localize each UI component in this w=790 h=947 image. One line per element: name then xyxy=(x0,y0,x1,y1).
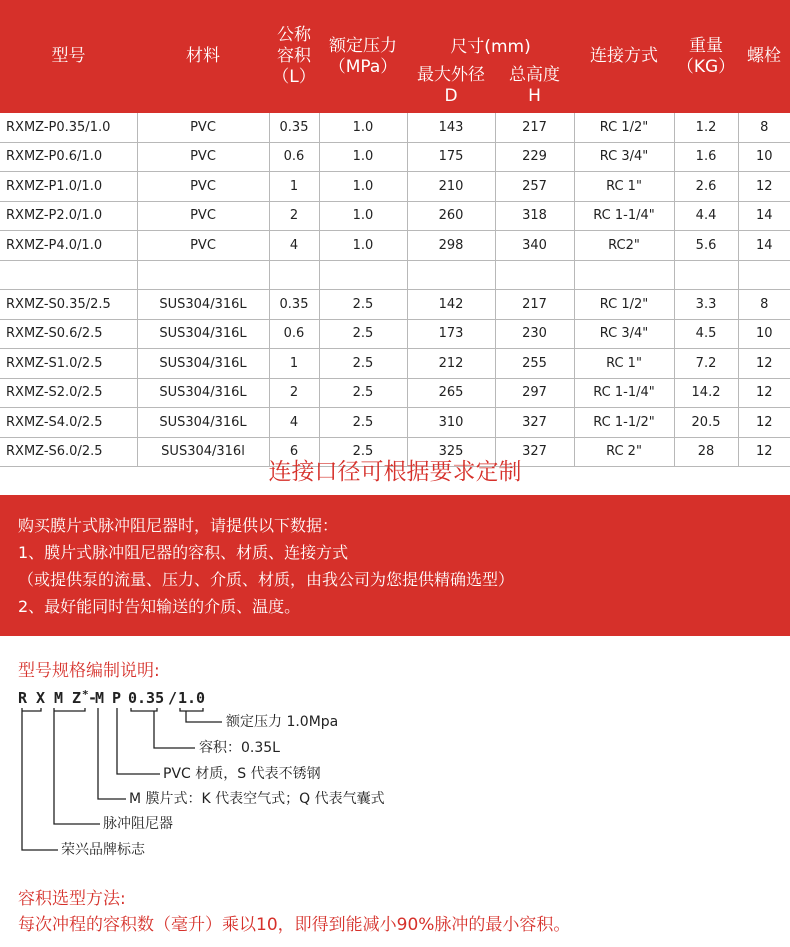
header-outer-diameter-label: 最大外径 xyxy=(417,64,485,85)
table-cell-h xyxy=(495,260,574,290)
table-cell-conn: RC 2" xyxy=(574,437,674,467)
table-row xyxy=(0,319,790,349)
table-cell-material: PVC xyxy=(137,201,269,231)
table-cell-pressure: 1.0 xyxy=(319,201,407,231)
table-cell-conn: RC 1" xyxy=(574,349,674,379)
table-cell-weight: 1.6 xyxy=(674,142,738,172)
leader-brand xyxy=(22,708,58,850)
table-cell-weight: 14.2 xyxy=(674,378,738,408)
table-cell-bolts: 14 xyxy=(738,201,790,231)
header-weight-unit: （KG） xyxy=(676,56,736,77)
table-cell-model: RXMZ-S2.0/2.5 xyxy=(0,378,137,408)
table-row xyxy=(0,113,790,142)
table-cell-material: SUS304/316L xyxy=(137,290,269,320)
header-pressure xyxy=(319,0,407,113)
table-cell-conn xyxy=(574,260,674,290)
table-cell-volume xyxy=(269,260,319,290)
table-cell-pressure: 2.5 xyxy=(319,378,407,408)
table-row xyxy=(0,378,790,408)
table-cell-model: RXMZ-S6.0/2.5 xyxy=(0,437,137,467)
table-cell-model: RXMZ-P0.35/1.0 xyxy=(0,113,137,142)
table-cell-h: 340 xyxy=(495,231,574,261)
table-cell-pressure: 1.0 xyxy=(319,113,407,142)
header-volume-line1: 公称 xyxy=(277,25,311,45)
header-pressure-unit: （MPa） xyxy=(328,56,398,77)
table-cell-weight: 4.5 xyxy=(674,319,738,349)
model-code-title: 型号规格编制说明: xyxy=(18,661,160,681)
table-cell-volume: 0.35 xyxy=(269,290,319,320)
table-cell-d: 325 xyxy=(407,437,495,467)
table-cell-model: RXMZ-P2.0/1.0 xyxy=(0,201,137,231)
code-char-slash: / xyxy=(168,689,178,707)
code-char-star: * xyxy=(82,688,89,701)
table-cell-volume: 0.6 xyxy=(269,319,319,349)
table-cell-volume: 2 xyxy=(269,378,319,408)
table-cell-material: SUS304/316L xyxy=(137,349,269,379)
legend-type: M 膜片式：K 代表空气式；Q 代表气囊式 xyxy=(129,791,385,807)
table-cell-conn: RC 1-1/2" xyxy=(574,408,674,438)
selection-body: 每次冲程的容积数（毫升）乘以10，即得到能减小90%脉冲的最小容积。 xyxy=(18,915,571,935)
table-cell-weight: 28 xyxy=(674,437,738,467)
table-cell-bolts: 12 xyxy=(738,408,790,438)
table-cell-volume: 4 xyxy=(269,231,319,261)
code-char-volume: 0.35 xyxy=(128,689,165,707)
table-cell-volume: 1 xyxy=(269,349,319,379)
table-cell-model xyxy=(0,260,137,290)
table-cell-d: 143 xyxy=(407,113,495,142)
header-volume xyxy=(269,0,319,113)
header-height-symbol: H xyxy=(528,85,541,106)
custom-connection-note: 连接口径可根据要求定制 xyxy=(268,459,522,485)
table-cell-h: 217 xyxy=(495,113,574,142)
header-outer-diameter-symbol: D xyxy=(444,85,458,106)
table-cell-bolts: 12 xyxy=(738,172,790,202)
header-pressure-label: 额定压力 xyxy=(329,35,397,56)
table-cell-model: RXMZ-S0.6/2.5 xyxy=(0,319,137,349)
legend-pressure: 额定压力 1.0Mpa xyxy=(226,714,339,730)
table-cell-h: 230 xyxy=(495,319,574,349)
table-cell-model: RXMZ-P0.6/1.0 xyxy=(0,142,137,172)
table-cell-weight: 3.3 xyxy=(674,290,738,320)
code-char-p: P xyxy=(112,689,122,707)
spec-table xyxy=(0,0,790,467)
table-cell-weight: 20.5 xyxy=(674,408,738,438)
table-cell-d: 310 xyxy=(407,408,495,438)
selection-title: 容积选型方法: xyxy=(18,889,126,909)
header-volume-line2: 容积 xyxy=(277,46,311,66)
table-cell-material: PVC xyxy=(137,172,269,202)
table-cell-h: 255 xyxy=(495,349,574,379)
table-cell-pressure: 2.5 xyxy=(319,349,407,379)
header-model: 型号 xyxy=(0,0,137,113)
table-cell-volume: 6 xyxy=(269,437,319,467)
table-cell-pressure: 1.0 xyxy=(319,231,407,261)
table-cell-weight: 5.6 xyxy=(674,231,738,261)
table-cell-weight: 2.6 xyxy=(674,172,738,202)
table-cell-material: PVC xyxy=(137,113,269,142)
table-cell-material: PVC xyxy=(137,231,269,261)
legend-product: 脉冲阻尼器 xyxy=(103,816,173,832)
table-cell-volume: 0.35 xyxy=(269,113,319,142)
header-height-label: 总高度 xyxy=(509,64,560,85)
header-connection: 连接方式 xyxy=(574,0,674,113)
table-cell-model: RXMZ-P1.0/1.0 xyxy=(0,172,137,202)
table-cell-volume: 0.6 xyxy=(269,142,319,172)
table-cell-weight xyxy=(674,260,738,290)
table-cell-conn: RC 3/4" xyxy=(574,142,674,172)
leader-type xyxy=(98,708,126,799)
table-row xyxy=(0,142,790,172)
table-cell-conn: RC 1" xyxy=(574,172,674,202)
header-size-group: 尺寸(mm) xyxy=(407,0,574,58)
table-cell-bolts: 12 xyxy=(738,437,790,467)
table-cell-d: 298 xyxy=(407,231,495,261)
table-cell-volume: 4 xyxy=(269,408,319,438)
legend-volume: 容积：0.35L xyxy=(199,740,280,756)
table-cell-bolts: 8 xyxy=(738,113,790,142)
table-cell-pressure: 1.0 xyxy=(319,142,407,172)
leader-product xyxy=(54,708,100,824)
table-cell-d: 142 xyxy=(407,290,495,320)
table-cell-d xyxy=(407,260,495,290)
table-cell-bolts: 8 xyxy=(738,290,790,320)
table-row xyxy=(0,201,790,231)
table-cell-volume: 1 xyxy=(269,172,319,202)
table-cell-d: 265 xyxy=(407,378,495,408)
table-spacer-row xyxy=(0,260,790,290)
header-outer-diameter xyxy=(407,58,495,113)
table-row xyxy=(0,349,790,379)
table-cell-h: 327 xyxy=(495,408,574,438)
info-line-2: 2、最好能同时告知输送的介质、温度。 xyxy=(18,597,301,616)
table-cell-model: RXMZ-P4.0/1.0 xyxy=(0,231,137,261)
table-cell-d: 175 xyxy=(407,142,495,172)
spec-table-body xyxy=(0,113,790,467)
table-cell-bolts: 12 xyxy=(738,378,790,408)
table-cell-material xyxy=(137,260,269,290)
header-volume-unit: （L） xyxy=(272,67,316,87)
code-char-r: R xyxy=(18,689,28,707)
table-cell-h: 327 xyxy=(495,437,574,467)
header-weight-label: 重量 xyxy=(689,35,724,56)
header-weight xyxy=(674,0,738,113)
legend-brand: 荣兴品牌标志 xyxy=(61,842,145,858)
info-line-1: 1、膜片式脉冲阻尼器的容积、材质、连接方式 xyxy=(18,543,349,562)
legend-material: PVC 材质，S 代表不锈钢 xyxy=(163,766,321,782)
table-cell-conn: RC 1/2" xyxy=(574,113,674,142)
table-cell-d: 210 xyxy=(407,172,495,202)
table-cell-material: SUS304/316L xyxy=(137,378,269,408)
table-cell-weight: 4.4 xyxy=(674,201,738,231)
table-cell-conn: RC 1-1/4" xyxy=(574,378,674,408)
table-cell-bolts: 14 xyxy=(738,231,790,261)
table-cell-material: SUS304/316L xyxy=(137,319,269,349)
table-cell-bolts xyxy=(738,260,790,290)
table-cell-pressure xyxy=(319,260,407,290)
table-cell-conn: RC 3/4" xyxy=(574,319,674,349)
code-char-x: X xyxy=(36,689,46,707)
table-cell-bolts: 12 xyxy=(738,349,790,379)
table-cell-h: 229 xyxy=(495,142,574,172)
code-char-pressure: 1.0 xyxy=(178,689,206,707)
table-cell-pressure: 2.5 xyxy=(319,408,407,438)
table-cell-weight: 1.2 xyxy=(674,113,738,142)
table-cell-weight: 7.2 xyxy=(674,349,738,379)
table-cell-material: SUS304/316L xyxy=(137,408,269,438)
table-cell-material: PVC xyxy=(137,142,269,172)
table-cell-conn: RC 1-1/4" xyxy=(574,201,674,231)
code-char-z: Z xyxy=(72,689,82,707)
table-cell-h: 318 xyxy=(495,201,574,231)
table-cell-pressure: 2.5 xyxy=(319,290,407,320)
table-cell-d: 212 xyxy=(407,349,495,379)
table-cell-volume: 2 xyxy=(269,201,319,231)
table-cell-h: 217 xyxy=(495,290,574,320)
header-material: 材料 xyxy=(137,0,269,113)
table-cell-model: RXMZ-S1.0/2.5 xyxy=(0,349,137,379)
table-cell-conn: RC2" xyxy=(574,231,674,261)
table-cell-d: 260 xyxy=(407,201,495,231)
table-cell-d: 173 xyxy=(407,319,495,349)
info-line-intro: 购买膜片式脉冲阻尼器时，请提供以下数据： xyxy=(18,516,339,535)
table-cell-conn: RC 1/2" xyxy=(574,290,674,320)
table-cell-model: RXMZ-S0.35/2.5 xyxy=(0,290,137,320)
header-height xyxy=(495,58,574,113)
table-cell-model: RXMZ-S4.0/2.5 xyxy=(0,408,137,438)
table-cell-bolts: 10 xyxy=(738,319,790,349)
table-row xyxy=(0,231,790,261)
table-cell-h: 257 xyxy=(495,172,574,202)
table-cell-bolts: 10 xyxy=(738,142,790,172)
table-row xyxy=(0,172,790,202)
table-row xyxy=(0,408,790,438)
table-cell-material: SUS304/316l xyxy=(137,437,269,467)
leader-pressure xyxy=(180,708,222,722)
purchase-info-box xyxy=(0,495,790,636)
table-row xyxy=(0,290,790,320)
code-char-dash: - xyxy=(88,689,98,707)
table-cell-h: 297 xyxy=(495,378,574,408)
table-cell-pressure: 1.0 xyxy=(319,172,407,202)
code-char-m: M xyxy=(54,689,64,707)
table-cell-pressure: 2.5 xyxy=(319,437,407,467)
info-line-note: （或提供泵的流量、压力、介质、材质，由我公司为您提供精确选型） xyxy=(18,570,515,589)
table-cell-pressure: 2.5 xyxy=(319,319,407,349)
header-bolts: 螺栓 xyxy=(738,0,790,113)
code-char-m2: M xyxy=(95,689,105,707)
